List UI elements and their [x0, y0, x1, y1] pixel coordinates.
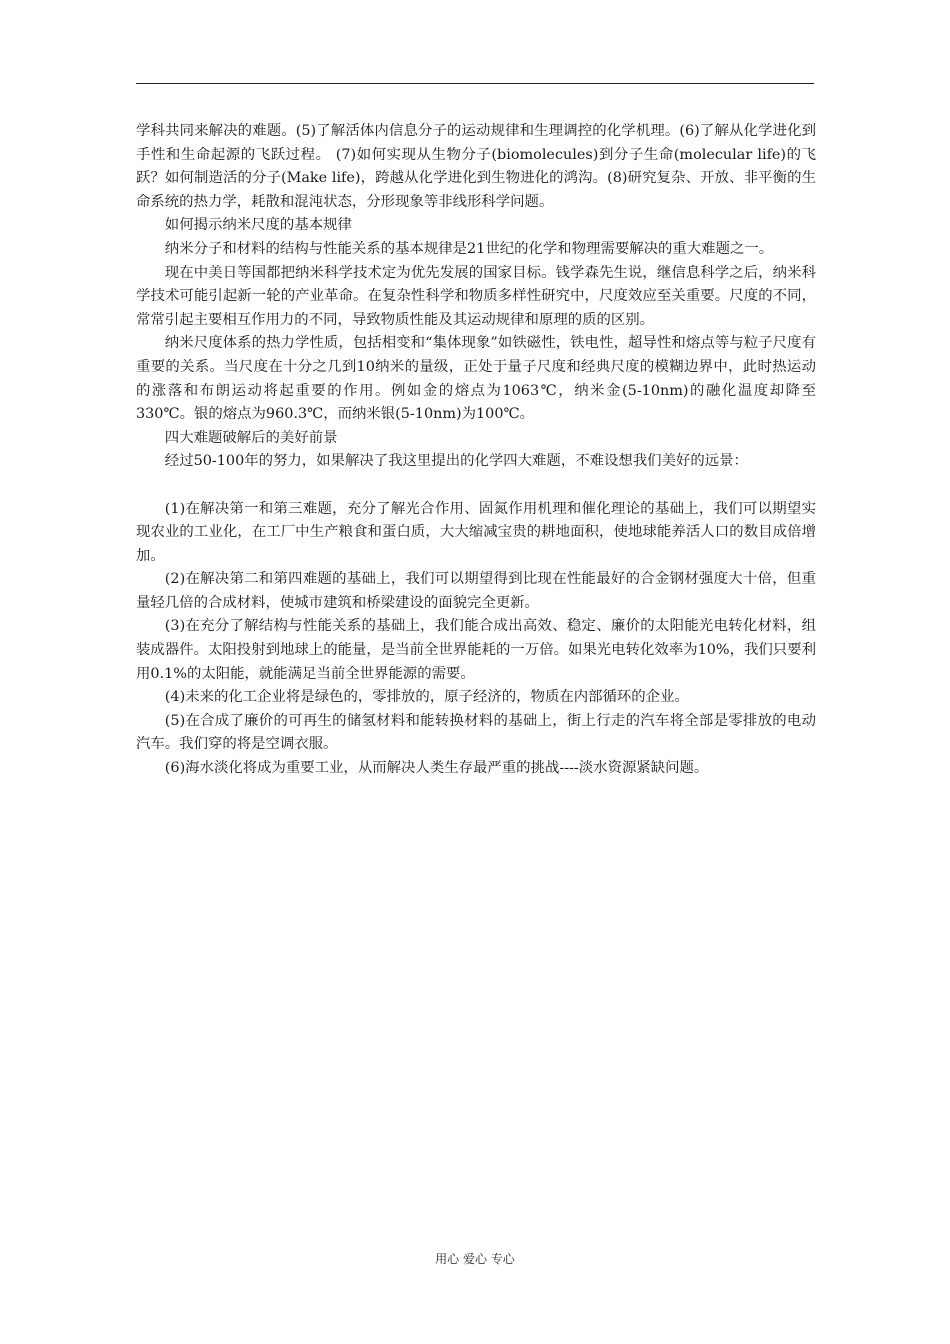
- paragraph-5: 经过50-100年的努力，如果解决了我这里提出的化学四大难题，不难设想我们美好的远景：: [164, 453, 748, 470]
- heading-prospects: 四大难题破解后的美好前景: [164, 429, 338, 446]
- paragraph-3: 现在中美日等国都把纳米科学技术定为优先发展的国家目标。钱学森先生说，继信息科学之后，纳米科学技术可能引起新一轮的产业革命。在复杂性科学和物质多样性研究中，尺度效应至关重要。尺度的不同，常常引起主要相互作用力的不同，导致物质性能及其运动规律和原理的质的区别。: [136, 264, 816, 328]
- heading-nano-scale: 如何揭示纳米尺度的基本规律: [164, 217, 352, 234]
- paragraph-1: 学科共同来解决的难题。(5)了解活体内信息分子的运动规律和生理调控的化学机理。(6)了解从化学进化到手性和生命起源的飞跃过程。 (7)如何实现从生物分子(biomolecules)到分子生命(molecular life)的飞跃？如何制造活的分子(Make life)，跨越从化学进化到生物进化的鸿沟。(8)研究复杂、开放、非平衡的生命系统的热力学，耗散和混沌状态，分形现象等非线形科学问题。: [136, 123, 816, 210]
- paragraph-4: 纳米尺度体系的热力学性质，包括相变和“集体现象”如铁磁性，铁电性，超导性和熔点等与粒子尺度有重要的关系。当尺度在十分之几到10纳米的量级，正处于量子尺度和经典尺度的模糊边界中，此时热运动的涨落和布朗运动将起重要的作用。例如金的熔点为1063℃，纳米金(5-10nm)的融化温度却降至330℃。银的熔点为960.3℃，而纳米银(5-10nm)为100℃。: [136, 335, 816, 423]
- list-item-3: (3)在充分了解结构与性能关系的基础上，我们能合成出高效、稳定、廉价的太阳能光电转化材料，组装成器件。太阳投射到地球上的能量，是当前全世界能耗的一万倍。如果光电转化效率为10%，我们只要利用0.1%的太阳能，就能满足当前全世界能源的需要。: [136, 618, 816, 682]
- list-item-2: (2)在解决第二和第四难题的基础上，我们可以期望得到比现在性能最好的合金钢材强度大十倍，但重量轻几倍的合成材料，使城市建筑和桥梁建设的面貌完全更新。: [136, 571, 816, 611]
- blank-line: [136, 474, 816, 498]
- document-body: [136, 120, 816, 781]
- list-item-4: (4)未来的化工企业将是绿色的，零排放的，原子经济的，物质在内部循环的企业。: [164, 689, 689, 706]
- page-footer: 用心 爱心 专心: [435, 1252, 515, 1266]
- list-item-1: (1)在解决第一和第三难题，充分了解光合作用、固氮作用机理和催化理论的基础上，我们可以期望实现农业的工业化，在工厂中生产粮食和蛋白质，大大缩减宝贵的耕地面积，使地球能养活人口的数目成倍增加。: [136, 500, 816, 564]
- header-rule: [136, 83, 814, 84]
- list-item-6: (6)海水淡化将成为重要工业，从而解决人类生存最严重的挑战----淡水资源紧缺问题。: [164, 760, 709, 777]
- paragraph-2: 纳米分子和材料的结构与性能关系的基本规律是21世纪的化学和物理需要解决的重大难题之一。: [164, 240, 774, 257]
- list-item-5: (5)在合成了廉价的可再生的储氢材料和能转换材料的基础上，街上行走的汽车将全部是零排放的电动汽车。我们穿的将是空调衣服。: [136, 712, 816, 753]
